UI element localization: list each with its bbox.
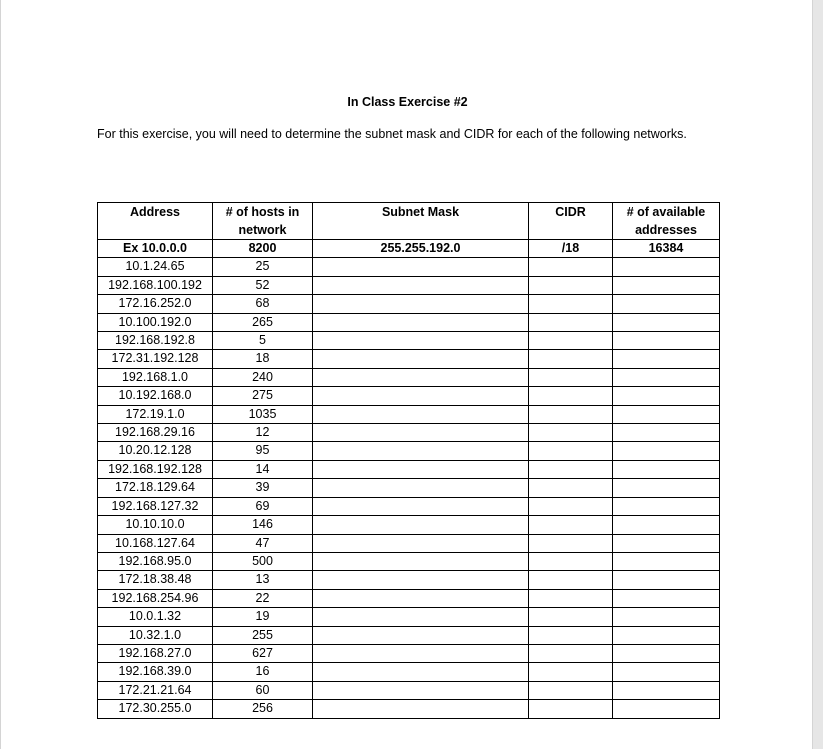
subnet-mask-cell[interactable] — [313, 589, 529, 607]
cidr-cell[interactable] — [529, 387, 613, 405]
table-row — [98, 534, 720, 552]
table-row — [98, 608, 720, 626]
hosts-cell: 146 — [213, 516, 313, 534]
subnet-mask-cell[interactable] — [313, 571, 529, 589]
available-addresses-cell[interactable] — [613, 295, 720, 313]
address-cell: 10.100.192.0 — [98, 313, 213, 331]
cidr-cell[interactable] — [529, 350, 613, 368]
address-cell: 192.168.39.0 — [98, 663, 213, 681]
hosts-cell: 47 — [213, 534, 313, 552]
available-addresses-cell[interactable] — [613, 479, 720, 497]
table-row — [98, 681, 720, 699]
hosts-cell: 627 — [213, 644, 313, 662]
cidr-cell[interactable] — [529, 276, 613, 294]
available-addresses-cell[interactable] — [613, 368, 720, 386]
table-row — [98, 663, 720, 681]
table-row — [98, 350, 720, 368]
subnet-mask-cell[interactable] — [313, 295, 529, 313]
address-cell: 172.19.1.0 — [98, 405, 213, 423]
hosts-cell: 16 — [213, 663, 313, 681]
subnet-mask-cell[interactable] — [313, 534, 529, 552]
cidr-cell[interactable] — [529, 589, 613, 607]
table-row — [98, 497, 720, 515]
address-cell: 10.32.1.0 — [98, 626, 213, 644]
address-cell: 192.168.192.128 — [98, 460, 213, 478]
available-addresses-cell[interactable] — [613, 534, 720, 552]
address-cell: 10.168.127.64 — [98, 534, 213, 552]
hosts-cell: 12 — [213, 424, 313, 442]
hosts-cell: 1035 — [213, 405, 313, 423]
subnet-mask-cell[interactable] — [313, 313, 529, 331]
available-addresses-cell[interactable] — [613, 258, 720, 276]
table-row — [98, 313, 720, 331]
hosts-cell: 39 — [213, 479, 313, 497]
cidr-cell[interactable] — [529, 516, 613, 534]
available-addresses-cell[interactable] — [613, 571, 720, 589]
cidr-cell[interactable] — [529, 552, 613, 570]
address-cell: 172.30.255.0 — [98, 700, 213, 718]
address-cell: 10.10.10.0 — [98, 516, 213, 534]
hosts-cell: 18 — [213, 350, 313, 368]
table-row — [98, 387, 720, 405]
table-row — [98, 626, 720, 644]
subnet-mask-cell[interactable] — [313, 405, 529, 423]
subnet-mask-cell[interactable] — [313, 460, 529, 478]
available-addresses-cell[interactable] — [613, 589, 720, 607]
hosts-cell: 69 — [213, 497, 313, 515]
example-hosts: 8200 — [213, 240, 313, 258]
address-cell: 172.16.252.0 — [98, 295, 213, 313]
cidr-cell[interactable] — [529, 663, 613, 681]
cidr-cell[interactable] — [529, 571, 613, 589]
hosts-cell: 265 — [213, 313, 313, 331]
subnet-mask-cell[interactable] — [313, 608, 529, 626]
hosts-cell: 5 — [213, 332, 313, 350]
available-addresses-cell[interactable] — [613, 442, 720, 460]
table-row — [98, 479, 720, 497]
cidr-cell[interactable] — [529, 497, 613, 515]
hosts-cell: 68 — [213, 295, 313, 313]
available-addresses-cell[interactable] — [613, 681, 720, 699]
hosts-cell: 19 — [213, 608, 313, 626]
hosts-cell: 275 — [213, 387, 313, 405]
available-addresses-cell[interactable] — [613, 700, 720, 718]
table-row — [98, 589, 720, 607]
example-cidr: /18 — [529, 240, 613, 258]
address-cell: 172.18.38.48 — [98, 571, 213, 589]
available-addresses-cell[interactable] — [613, 608, 720, 626]
hosts-cell: 25 — [213, 258, 313, 276]
header-cidr: CIDR — [529, 203, 613, 240]
cidr-cell[interactable] — [529, 626, 613, 644]
address-cell: 10.20.12.128 — [98, 442, 213, 460]
cidr-cell[interactable] — [529, 295, 613, 313]
header-subnet-mask: Subnet Mask — [313, 203, 529, 240]
table-row — [98, 368, 720, 386]
address-cell: 192.168.100.192 — [98, 276, 213, 294]
example-subnet-mask: 255.255.192.0 — [313, 240, 529, 258]
subnet-mask-cell[interactable] — [313, 663, 529, 681]
table-row — [98, 442, 720, 460]
cidr-cell[interactable] — [529, 313, 613, 331]
hosts-cell: 256 — [213, 700, 313, 718]
instructions-paragraph: For this exercise, you will need to determine the subnet mask and CIDR for each of the following networks. — [97, 127, 687, 141]
table-header-row — [98, 203, 720, 240]
table-row — [98, 700, 720, 718]
cidr-cell[interactable] — [529, 644, 613, 662]
address-cell: 192.168.29.16 — [98, 424, 213, 442]
available-addresses-cell[interactable] — [613, 552, 720, 570]
address-cell: 172.18.129.64 — [98, 479, 213, 497]
available-addresses-cell[interactable] — [613, 405, 720, 423]
table-row — [98, 332, 720, 350]
available-addresses-cell[interactable] — [613, 626, 720, 644]
hosts-cell: 95 — [213, 442, 313, 460]
page-title: In Class Exercise #2 — [347, 95, 468, 109]
subnet-mask-cell[interactable] — [313, 387, 529, 405]
hosts-cell: 255 — [213, 626, 313, 644]
address-cell: 192.168.127.32 — [98, 497, 213, 515]
cidr-cell[interactable] — [529, 405, 613, 423]
available-addresses-cell[interactable] — [613, 644, 720, 662]
available-addresses-cell[interactable] — [613, 663, 720, 681]
available-addresses-cell[interactable] — [613, 387, 720, 405]
table-row — [98, 295, 720, 313]
hosts-cell: 52 — [213, 276, 313, 294]
address-cell: 192.168.27.0 — [98, 644, 213, 662]
hosts-cell: 60 — [213, 681, 313, 699]
subnet-mask-cell[interactable] — [313, 479, 529, 497]
table-row — [98, 644, 720, 662]
cidr-cell[interactable] — [529, 424, 613, 442]
cidr-cell[interactable] — [529, 258, 613, 276]
address-cell: 10.192.168.0 — [98, 387, 213, 405]
subnet-mask-cell[interactable] — [313, 368, 529, 386]
address-cell: 192.168.192.8 — [98, 332, 213, 350]
cidr-cell[interactable] — [529, 700, 613, 718]
address-cell: 10.0.1.32 — [98, 608, 213, 626]
address-cell: 10.1.24.65 — [98, 258, 213, 276]
header-hosts: # of hosts in network — [213, 203, 313, 240]
table-row — [98, 571, 720, 589]
subnet-mask-cell[interactable] — [313, 332, 529, 350]
hosts-cell: 22 — [213, 589, 313, 607]
subnet-mask-cell[interactable] — [313, 497, 529, 515]
cidr-cell[interactable] — [529, 442, 613, 460]
table-row — [98, 424, 720, 442]
subnet-mask-cell[interactable] — [313, 552, 529, 570]
example-row — [98, 240, 720, 258]
hosts-cell: 240 — [213, 368, 313, 386]
available-addresses-cell[interactable] — [613, 497, 720, 515]
available-addresses-cell[interactable] — [613, 313, 720, 331]
subnet-mask-cell[interactable] — [313, 681, 529, 699]
example-available: 16384 — [613, 240, 720, 258]
cidr-cell[interactable] — [529, 479, 613, 497]
available-addresses-cell[interactable] — [613, 516, 720, 534]
address-cell: 192.168.254.96 — [98, 589, 213, 607]
cidr-cell[interactable] — [529, 608, 613, 626]
cidr-cell[interactable] — [529, 534, 613, 552]
table-row — [98, 552, 720, 570]
table-row — [98, 258, 720, 276]
subnet-mask-cell[interactable] — [313, 424, 529, 442]
subnet-exercise-table — [97, 202, 720, 719]
address-cell: 172.31.192.128 — [98, 350, 213, 368]
header-available: # of available addresses — [613, 203, 720, 240]
available-addresses-cell[interactable] — [613, 460, 720, 478]
table-row — [98, 516, 720, 534]
table-row — [98, 405, 720, 423]
hosts-cell: 14 — [213, 460, 313, 478]
subnet-mask-cell[interactable] — [313, 258, 529, 276]
subnet-mask-cell[interactable] — [313, 700, 529, 718]
available-addresses-cell[interactable] — [613, 424, 720, 442]
example-address: Ex 10.0.0.0 — [98, 240, 213, 258]
hosts-cell: 13 — [213, 571, 313, 589]
table-row — [98, 276, 720, 294]
available-addresses-cell[interactable] — [613, 332, 720, 350]
cidr-cell[interactable] — [529, 332, 613, 350]
subnet-mask-cell[interactable] — [313, 276, 529, 294]
subnet-mask-cell[interactable] — [313, 350, 529, 368]
available-addresses-cell[interactable] — [613, 350, 720, 368]
cidr-cell[interactable] — [529, 460, 613, 478]
header-address: Address — [98, 203, 213, 240]
subnet-mask-cell[interactable] — [313, 626, 529, 644]
table-row — [98, 460, 720, 478]
address-cell: 192.168.95.0 — [98, 552, 213, 570]
subnet-mask-cell[interactable] — [313, 516, 529, 534]
subnet-mask-cell[interactable] — [313, 442, 529, 460]
cidr-cell[interactable] — [529, 368, 613, 386]
address-cell: 172.21.21.64 — [98, 681, 213, 699]
available-addresses-cell[interactable] — [613, 276, 720, 294]
address-cell: 192.168.1.0 — [98, 368, 213, 386]
cidr-cell[interactable] — [529, 681, 613, 699]
subnet-mask-cell[interactable] — [313, 644, 529, 662]
hosts-cell: 500 — [213, 552, 313, 570]
